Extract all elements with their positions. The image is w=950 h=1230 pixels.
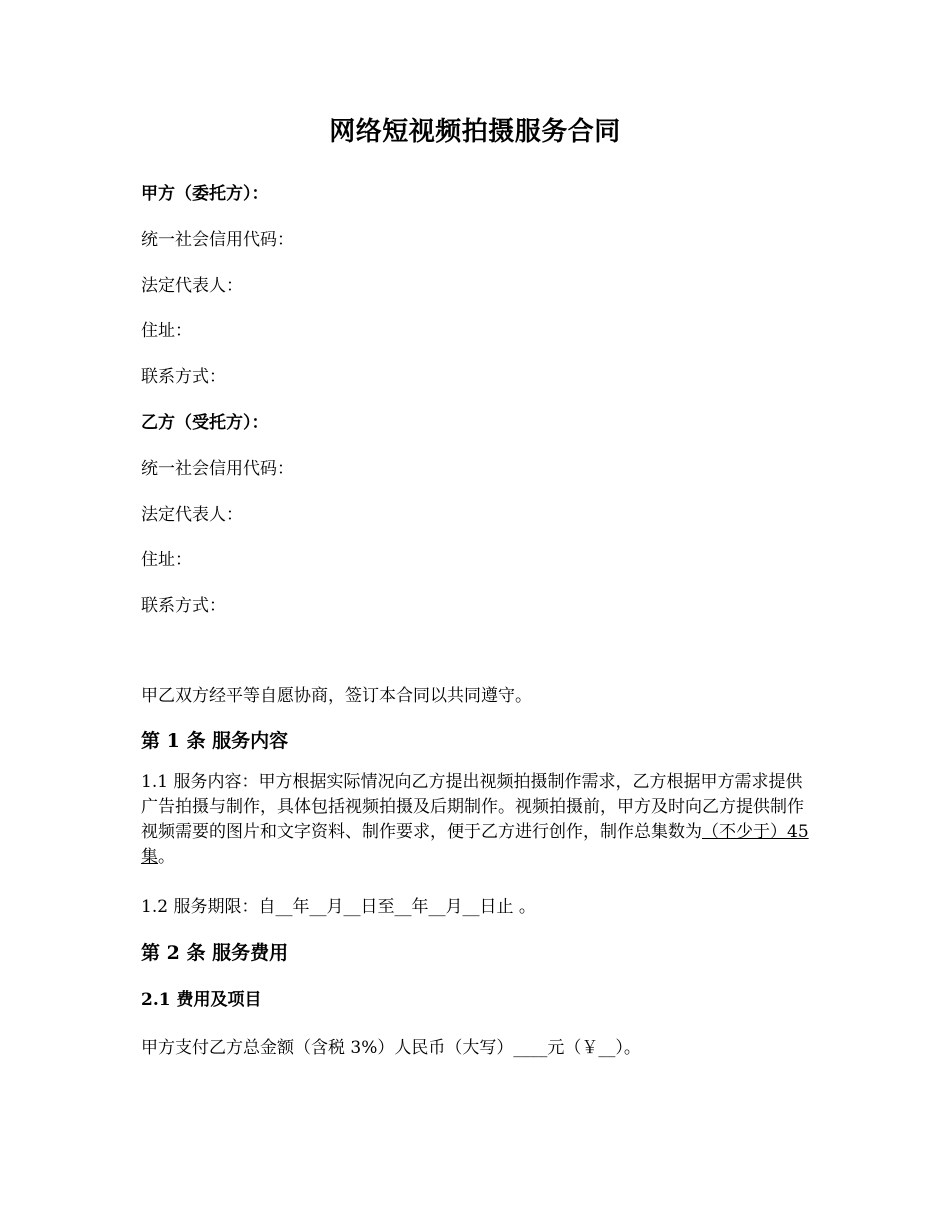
clause-1-1-end: 。 — [158, 847, 175, 867]
party-b-address: 住址： — [141, 550, 192, 570]
party-b-credit-code: 统一社会信用代码： — [141, 459, 294, 479]
article-2-heading: 第 2 条 服务费用 — [141, 942, 289, 964]
party-a-heading: 甲方（委托方）： — [141, 184, 269, 204]
party-b-contact: 联系方式： — [141, 596, 226, 616]
party-a-credit-code: 统一社会信用代码： — [141, 230, 294, 250]
party-a-address: 住址： — [141, 321, 192, 341]
party-b-heading: 乙方（受托方）： — [141, 413, 269, 433]
clause-1-1-text: 1.1 服务内容：甲方根据实际情况向乙方提出视频拍摄制作需求，乙方根据甲方需求提供广告拍摄与制作，具体包括视频拍摄及后期制作。视频拍摄前，甲方及时向乙方提供制作视频需要的图片和文字资料、制作要求，便于乙方进行创作，制作总集数为 — [141, 772, 804, 842]
clause-1-1 — [141, 770, 813, 870]
article-1-heading: 第 1 条 服务内容 — [141, 730, 289, 752]
party-a-representative: 法定代表人： — [141, 276, 243, 296]
party-a-contact: 联系方式： — [141, 367, 226, 387]
document-title: 网络短视频拍摄服务合同 — [329, 117, 621, 147]
clause-1-1-episodes: （不少于）45 集 — [141, 822, 809, 867]
party-b-representative: 法定代表人： — [141, 505, 243, 525]
clause-1-2: 1.2 服务期限：自__年__月__日至__年__月__日止 。 — [141, 897, 536, 917]
fee-text: 甲方支付乙方总金额（含税 3%）人民币（大写）____元（￥__）。 — [141, 1038, 641, 1058]
clause-2-1-heading: 2.1 费用及项目 — [141, 990, 262, 1010]
preamble: 甲乙双方经平等自愿协商，签订本合同以共同遵守。 — [141, 686, 532, 706]
